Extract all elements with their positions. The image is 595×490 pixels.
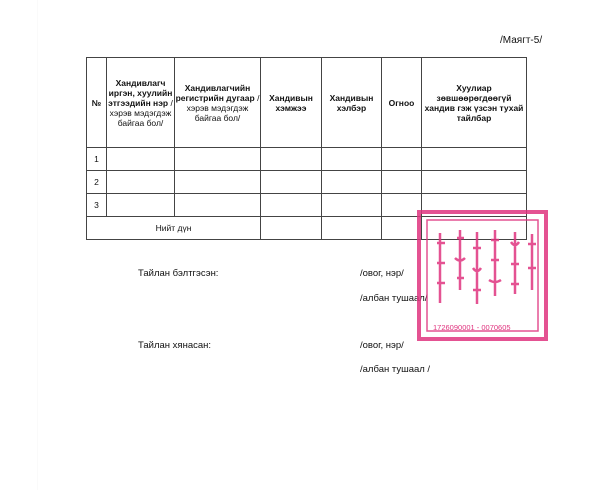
cell-donor-name[interactable]	[107, 148, 175, 171]
cell-register[interactable]	[175, 194, 261, 217]
cell-date[interactable]	[382, 171, 422, 194]
table-row	[87, 171, 527, 194]
total-label: Нийт дүн	[87, 217, 261, 240]
table-header-row	[87, 58, 527, 148]
col-header-donor-name: Хандивлагч иргэн, хуулийн этгээдийн нэр /хэрэв мэдэгдэж байгаа бол/	[107, 58, 175, 148]
cell-date[interactable]	[382, 148, 422, 171]
col-header-form: Хандивын хэлбэр	[322, 58, 382, 148]
stamp-number: 1726090001 - 0070605	[433, 323, 511, 332]
cell-donor-name[interactable]	[107, 171, 175, 194]
cell-form[interactable]	[322, 171, 382, 194]
prepared-position-field: /албан тушаал/	[360, 293, 428, 304]
cell-form[interactable]	[322, 148, 382, 171]
col-header-donor-register: Хандивлагчийн регистрийн дугаар /хэрэв мэдэгдэж байгаа бол/	[175, 58, 261, 148]
cell-amount[interactable]	[261, 171, 322, 194]
row-number: 3	[87, 194, 107, 217]
row-number: 1	[87, 148, 107, 171]
cell-register[interactable]	[175, 171, 261, 194]
page-edge-line	[37, 0, 38, 490]
col-header-date: Огноо	[382, 58, 422, 148]
col-header-amount: Хандивын хэмжээ	[261, 58, 322, 148]
cell-amount[interactable]	[261, 194, 322, 217]
reviewed-by-label: Тайлан хянасан:	[138, 340, 212, 351]
table-row	[87, 148, 527, 171]
col-header-explanation: Хуулиар зөвшөөрөгдөөгүй хандив гэж үзсэн тухай тайлбар	[422, 58, 527, 148]
reviewed-position-field: /албан тушаал /	[360, 364, 431, 375]
cell-donor-name[interactable]	[107, 194, 175, 217]
total-form[interactable]	[322, 217, 382, 240]
cell-explanation[interactable]	[422, 171, 527, 194]
reviewed-name-field: /овог, нэр/	[360, 340, 404, 351]
prepared-by-label: Тайлан бэлтгэсэн:	[138, 268, 219, 279]
official-stamp	[415, 208, 550, 343]
cell-amount[interactable]	[261, 148, 322, 171]
total-amount[interactable]	[261, 217, 322, 240]
col-header-number: №	[87, 58, 107, 148]
form-code: /Маягт-5/	[500, 35, 543, 46]
prepared-name-field: /овог, нэр/	[360, 268, 404, 279]
row-number: 2	[87, 171, 107, 194]
cell-form[interactable]	[322, 194, 382, 217]
cell-explanation[interactable]	[422, 148, 527, 171]
cell-register[interactable]	[175, 148, 261, 171]
